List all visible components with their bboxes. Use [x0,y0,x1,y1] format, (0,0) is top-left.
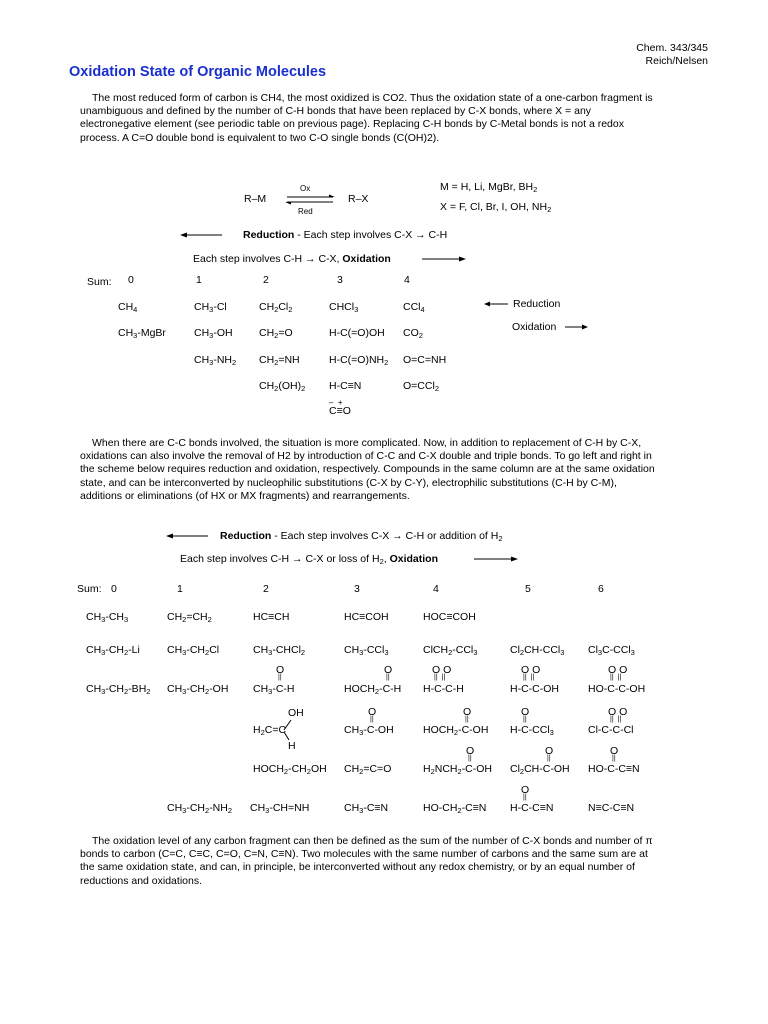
sum2-2: 2 [263,583,269,595]
r3-glyoxylic-acid: H-C-C-OH [510,683,559,695]
compound-co2: $CO_2$ [403,327,423,340]
r4-chloral-o: O [521,706,530,718]
ox-label: Ox [300,184,311,193]
r5-glycine-o: O [466,745,475,757]
r5-cyanoformic-bond: || [612,755,616,762]
r3-ethanol: $CH_3-CH_2-OH$ [167,683,229,696]
r4-acetic-acid: $CH_3-C-OH$ [344,724,394,737]
r2-ethyllithium: $CH_3-CH_2-Li$ [86,644,140,657]
r3-glycolaldehyde: $HOCH_2-C-H$ [344,683,402,696]
r6-formyl-cyanide-o: O [521,784,530,796]
sum-1: 1 [196,274,202,286]
m-definition: M = H, Li, MgBr, $BH_2$ [440,181,538,194]
compound-ch2o: $CH_2=O$ [259,327,293,340]
r4-oxalyl-bond: || || [610,716,622,723]
rm-label: R–M [244,193,267,205]
r2-tetrachloroethane: ClCH$_2$-CCl$_3$ [423,644,478,657]
red-label: Red [298,207,313,216]
r3-ethylborane: $CH_3-CH_2-BH_2$ [86,683,151,696]
r3-glyoxal: H-C-C-H [423,683,464,695]
r4-chloral: H-C-CCl$_3$ [510,724,554,737]
compound-ch2cl2: $CH_2Cl_2$ [259,301,293,314]
compound-co: C≡O [329,405,351,417]
compound-occl2: O=CCl$_2$ [403,380,439,393]
r4-enol-h: H [288,740,296,752]
side-right-arrow-icon [565,323,589,331]
intro-text: The most reduced form of carbon is CH4, the most oxidized is CO2. Thus the oxidation state of a one-carbon fragment is unambiguous and defined by the number of C-H bonds that have been replaced by C-X bonds, where X = any electronegative element (see periodic table on previous page). Replacing C-H bonds by C-Metal bonds is not a redox process. A C=O double bond is equivalent to two C-O single bonds (C(OH)2). [80,92,653,144]
compound-ccl4: CCl$_4$ [403,301,425,314]
compound-hcn: H-C≡N [329,380,362,392]
side-left-arrow-icon [484,300,510,308]
rx-label: R–X [348,193,369,205]
x-definition: X = F, Cl, Br, I, OH, $NH_2$ [440,201,552,214]
r6-formyl-cyanide: H-C-C≡N [510,802,554,814]
r2-trichloroethane: $CH_3-CCl_3$ [344,644,389,657]
footer-paragraph [80,835,655,888]
r6-ethanimine: $CH_3-CH=NH$ [250,802,310,815]
sum2-5: 5 [525,583,531,595]
r3-glycolaldehyde-o: O [384,664,393,676]
r5-ketene: $CH_2=C=O$ [344,763,392,776]
right-arrow-icon [420,255,468,263]
oxidation-caption-2: Each step involves C-H → C-X or loss of $H_2$, Oxidation [180,553,438,566]
r3-oxalic-bond: || || [610,674,622,681]
r4-oxalyl-o: O O [608,706,628,718]
r1-ethene: $CH_2=CH_2$ [167,611,212,624]
sum2-0: 0 [111,583,117,595]
sum-3: 3 [337,274,343,286]
r3-acetaldehyde: $CH_3-C-H$ [253,683,295,696]
r2-hexachloroethane: $Cl_3C-CCl_3$ [588,644,635,657]
r3-glyoxylic-bond: || || [523,674,535,681]
middle-paragraph [80,437,655,503]
r1-ethyne: HC≡CH [253,611,290,623]
reduction-caption-1: Reduction - Each step involves C-X → C-H [243,229,448,241]
sum2-1: 1 [177,583,183,595]
r6-cyanogen: N≡C-C≡N [588,802,635,814]
r3-glycolaldehyde-bond: || [386,674,390,681]
r2-chloroethane: $CH_3-CH_2Cl$ [167,644,220,657]
compound-formamide: $H-C(=O)NH_2$ [329,354,389,367]
sum-4: 4 [404,274,410,286]
r3-glyoxylic-o: O O [521,664,541,676]
r4-oxalyl-chloride: Cl-C-C-Cl [588,724,634,736]
sum-label-2: Sum: [77,583,102,595]
r4-glycolic-o: O [463,706,472,718]
r5-cyanoformic-acid: HO-C-C≡N [588,763,640,775]
oxidation-caption-1: Each step involves C-H → C-X, Oxidation [193,253,391,265]
r4-glycolic-acid: $HOCH_2-C-OH$ [423,724,489,737]
course-number: Chem. 343/345 [636,42,708,54]
r6-glycolonitrile: $HO-CH_2-C\equiv N$ [423,802,487,815]
sum2-4: 4 [433,583,439,595]
r5-dichloroacetic-o: O [545,745,554,757]
r5-glycine-bond: || [468,755,472,762]
r5-ethylene-glycol: $HOCH_2-CH_2OH$ [253,763,327,776]
r4-enol: $H_2C=C$ [253,724,287,737]
r5-dichloroacetic-acid: $Cl_2CH-C-OH$ [510,763,570,776]
r2-pentachloroethane: $Cl_2CH-CCl_3$ [510,644,565,657]
compound-ch4: $CH_4$ [118,301,138,314]
reduction-caption-2: Reduction - Each step involves C-X → C-H or addition of $H_2$ [220,530,503,543]
r4-chloral-bond: || [523,716,527,723]
r3-acetaldehyde-bond: || [278,674,282,681]
sum-0: 0 [128,274,134,286]
r3-glyoxal-bond: || || [434,674,446,681]
r1-ynol: HC≡COH [344,611,389,623]
r3-acetaldehyde-o: O [276,664,285,676]
co-charges: – + [329,398,343,407]
compound-formic-acid: H-C(=O)OH [329,327,385,339]
compound-ch3nh2: $CH_3-NH_2$ [194,354,237,367]
page-title: Oxidation State of Organic Molecules [69,64,327,80]
course-header [636,42,708,68]
right-arrow-icon-2 [472,555,520,563]
equilibrium-arrows-icon [285,193,337,207]
intro-paragraph [80,92,655,145]
r6-ethylamine: $CH_3-CH_2-NH_2$ [167,802,233,815]
r2-dichloroethane: $CH_3-CHCl_2$ [253,644,306,657]
r6-acetonitrile: $CH_3-C\equiv N$ [344,802,389,815]
course-authors: Reich/Nelsen [645,55,708,67]
compound-ch2oh2: $CH_2(OH)_2$ [259,380,306,393]
compound-ch3mgbr: $CH_3$-MgBr [118,327,166,340]
r5-dichloroacetic-bond: || [547,755,551,762]
r1-ethane: $CH_3-CH_3$ [86,611,129,624]
r4-glycolic-bond: || [465,716,469,723]
compound-ocnh: O=C=NH [403,354,447,366]
side-reduction-label: Reduction [513,298,561,310]
r4-acetic-o: O [368,706,377,718]
sum-2: 2 [263,274,269,286]
sum-label-1: Sum: [87,276,112,288]
r3-glyoxal-o: O O [432,664,452,676]
r5-cyanoformic-o: O [610,745,619,757]
r5-glycine: $H_2NCH_2-C-OH$ [423,763,493,776]
left-arrow-icon-2 [166,532,210,540]
compound-chcl3: CHCl$_3$ [329,301,359,314]
compound-ch2nh: $CH_2=NH$ [259,354,300,367]
compound-ch3oh: $CH_3-OH$ [194,327,233,340]
middle-text: When there are C-C bonds involved, the situation is more complicated. Now, in addition to replacement of C-H by C-X, oxidations can also involve the removal of H2 by introduction of C-C and C-X double and triple bonds. To go left and right in the scheme below requires reduction and oxidation, respectively. Compounds in the same column are at the same oxidation state, and can be interconverted by nucleophilic substitutions (C-X by C-Y), electrophilic substitutions (C-H by C-M), additions or eliminations (of HX or MX fragments) and rearrangements. [80,437,655,502]
sum2-6: 6 [598,583,604,595]
r3-oxalic-acid: HO-C-C-OH [588,683,646,695]
r1-ynediol: HOC≡COH [423,611,476,623]
sum2-3: 3 [354,583,360,595]
r4-enol-oh: OH [288,707,304,719]
footer-text: The oxidation level of any carbon fragment can then be defined as the sum of the number of C-X bonds and number of π bonds to carbon (C=C, C≡C, C=O, C=N, C≡N). Two molecules with the same number of carbons and the same sum are at the same oxidation state, and can, in principle, be interconverted without any redox chemistry, or by an equal number of reductions and oxidations. [80,835,653,887]
r3-oxalic-o: O O [608,664,628,676]
left-arrow-icon [180,231,224,239]
r6-formyl-cyanide-bond: || [523,794,527,801]
r4-acetic-bond: || [370,716,374,723]
side-oxidation-label: Oxidation [512,321,557,333]
compound-ch3cl: $CH_3-Cl$ [194,301,227,314]
